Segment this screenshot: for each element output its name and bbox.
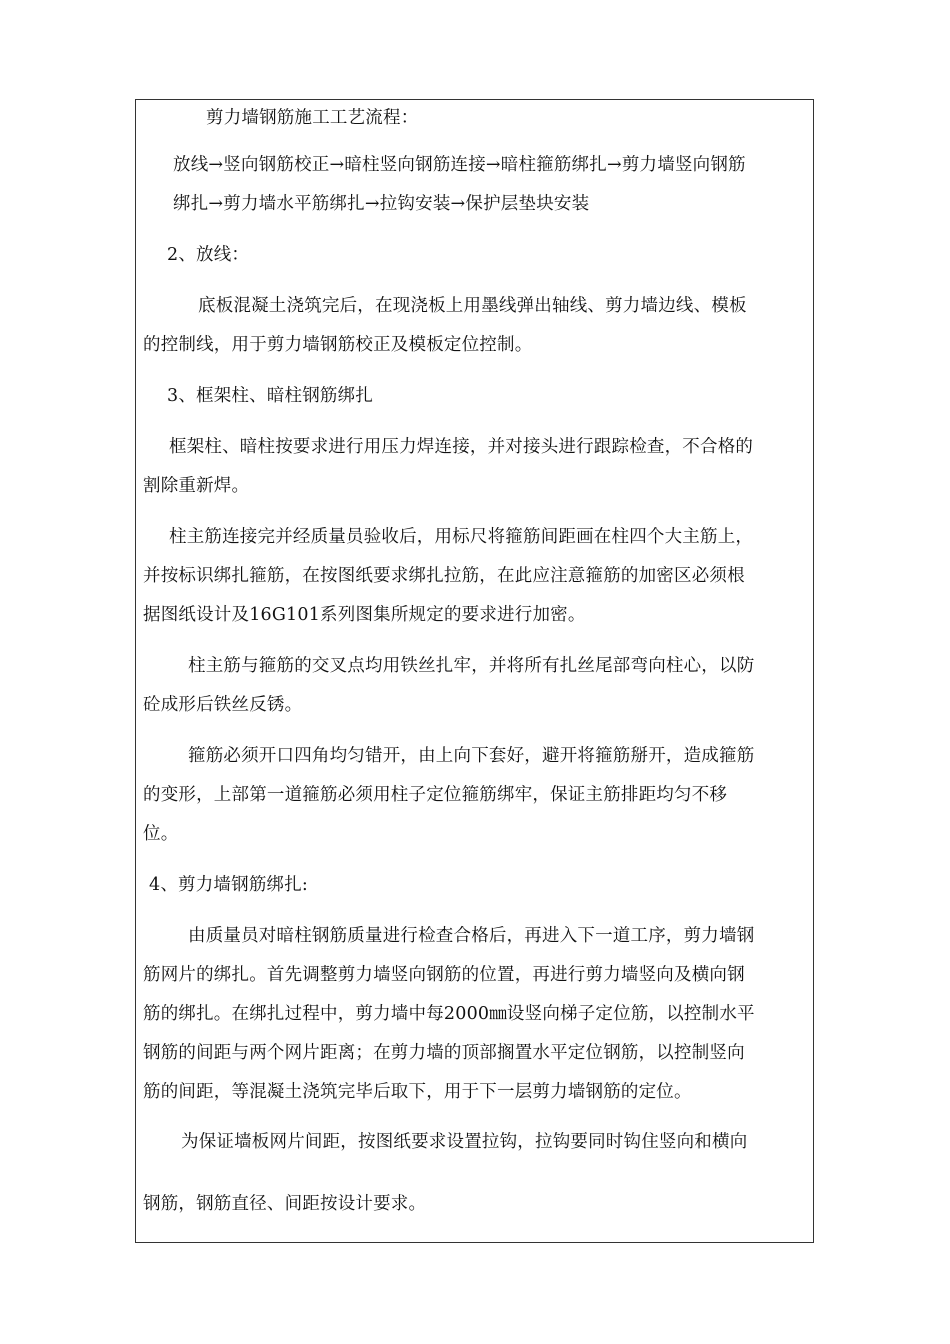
section-4-p1-line-3: 筋的绑扎。在绑扎过程中，剪力墙中每2000㎜设竖向梯子定位筋，以控制水平 <box>143 1004 755 1024</box>
process-flow-line-2: 绑扎→剪力墙水平筋绑扎→拉钩安装→保护层垫块安装 <box>173 194 590 214</box>
section-3-p2-line-2: 并按标识绑扎箍筋，在按图纸要求绑扎拉筋，在此应注意箍筋的加密区必须根 <box>143 566 745 586</box>
section-4-p1-line-1: 由质量员对暗柱钢筋质量进行检查合格后，再进入下一道工序，剪力墙钢 <box>188 926 755 946</box>
section-3-p2-line-1: 柱主筋连接完并经质量员验收后，用标尺将箍筋间距画在柱四个大主筋上， <box>169 527 754 547</box>
section-4-p2-line-1: 为保证墙板网片间距，按图纸要求设置拉钩，拉钩要同时钩住竖向和横向 <box>181 1132 748 1152</box>
section-4-p1-line-2: 筋网片的绑扎。首先调整剪力墙竖向钢筋的位置，再进行剪力墙竖向及横向钢 <box>143 965 745 985</box>
section-3-heading: 3、框架柱、暗柱钢筋绑扎 <box>167 386 374 406</box>
section-4-heading: 4、剪力墙钢筋绑扎: <box>149 875 309 895</box>
section-3-p4-line-1: 箍筋必须开口四角均匀错开，由上向下套好，避开将箍筋掰开，造成箍筋 <box>188 746 755 766</box>
section-3-p2-line-3: 据图纸设计及16G101系列图集所规定的要求进行加密。 <box>143 605 586 625</box>
section-3-p3-line-1: 柱主筋与箍筋的交叉点均用铁丝扎牢，并将所有扎丝尾部弯向柱心，以防 <box>188 656 755 676</box>
document-frame <box>135 99 814 1243</box>
section-3-p1-line-2: 割除重新焊。 <box>143 476 250 496</box>
section-2-text-line-1: 底板混凝土浇筑完后，在现浇板上用墨线弹出轴线、剪力墙边线、模板 <box>198 296 747 316</box>
section-4-p2-line-2: 钢筋，钢筋直径、间距按设计要求。 <box>143 1194 427 1214</box>
process-flow-line-1: 放线→竖向钢筋校正→暗柱竖向钢筋连接→暗柱箍筋绑扎→剪力墙竖向钢筋 <box>173 155 746 175</box>
section-4-p1-line-5: 筋的间距，等混凝土浇筑完毕后取下，用于下一层剪力墙钢筋的定位。 <box>143 1082 692 1102</box>
section-3-p1-line-1: 框架柱、暗柱按要求进行用压力焊连接，并对接头进行跟踪检查，不合格的 <box>169 437 754 457</box>
section-4-p1-line-4: 钢筋的间距与两个网片距离；在剪力墙的顶部搁置水平定位钢筋，以控制竖向 <box>143 1043 745 1063</box>
section-3-p3-line-2: 砼成形后铁丝反锈。 <box>143 695 303 715</box>
section-2-text-line-2: 的控制线，用于剪力墙钢筋校正及模板定位控制。 <box>143 335 533 355</box>
section-3-p4-line-2: 的变形，上部第一道箍筋必须用柱子定位箍筋绑牢，保证主筋排距均匀不移 <box>143 785 728 805</box>
section-3-p4-line-3: 位。 <box>143 824 179 844</box>
process-heading: 剪力墙钢筋施工工艺流程： <box>206 108 419 128</box>
section-2-heading: 2、放线： <box>167 245 250 265</box>
